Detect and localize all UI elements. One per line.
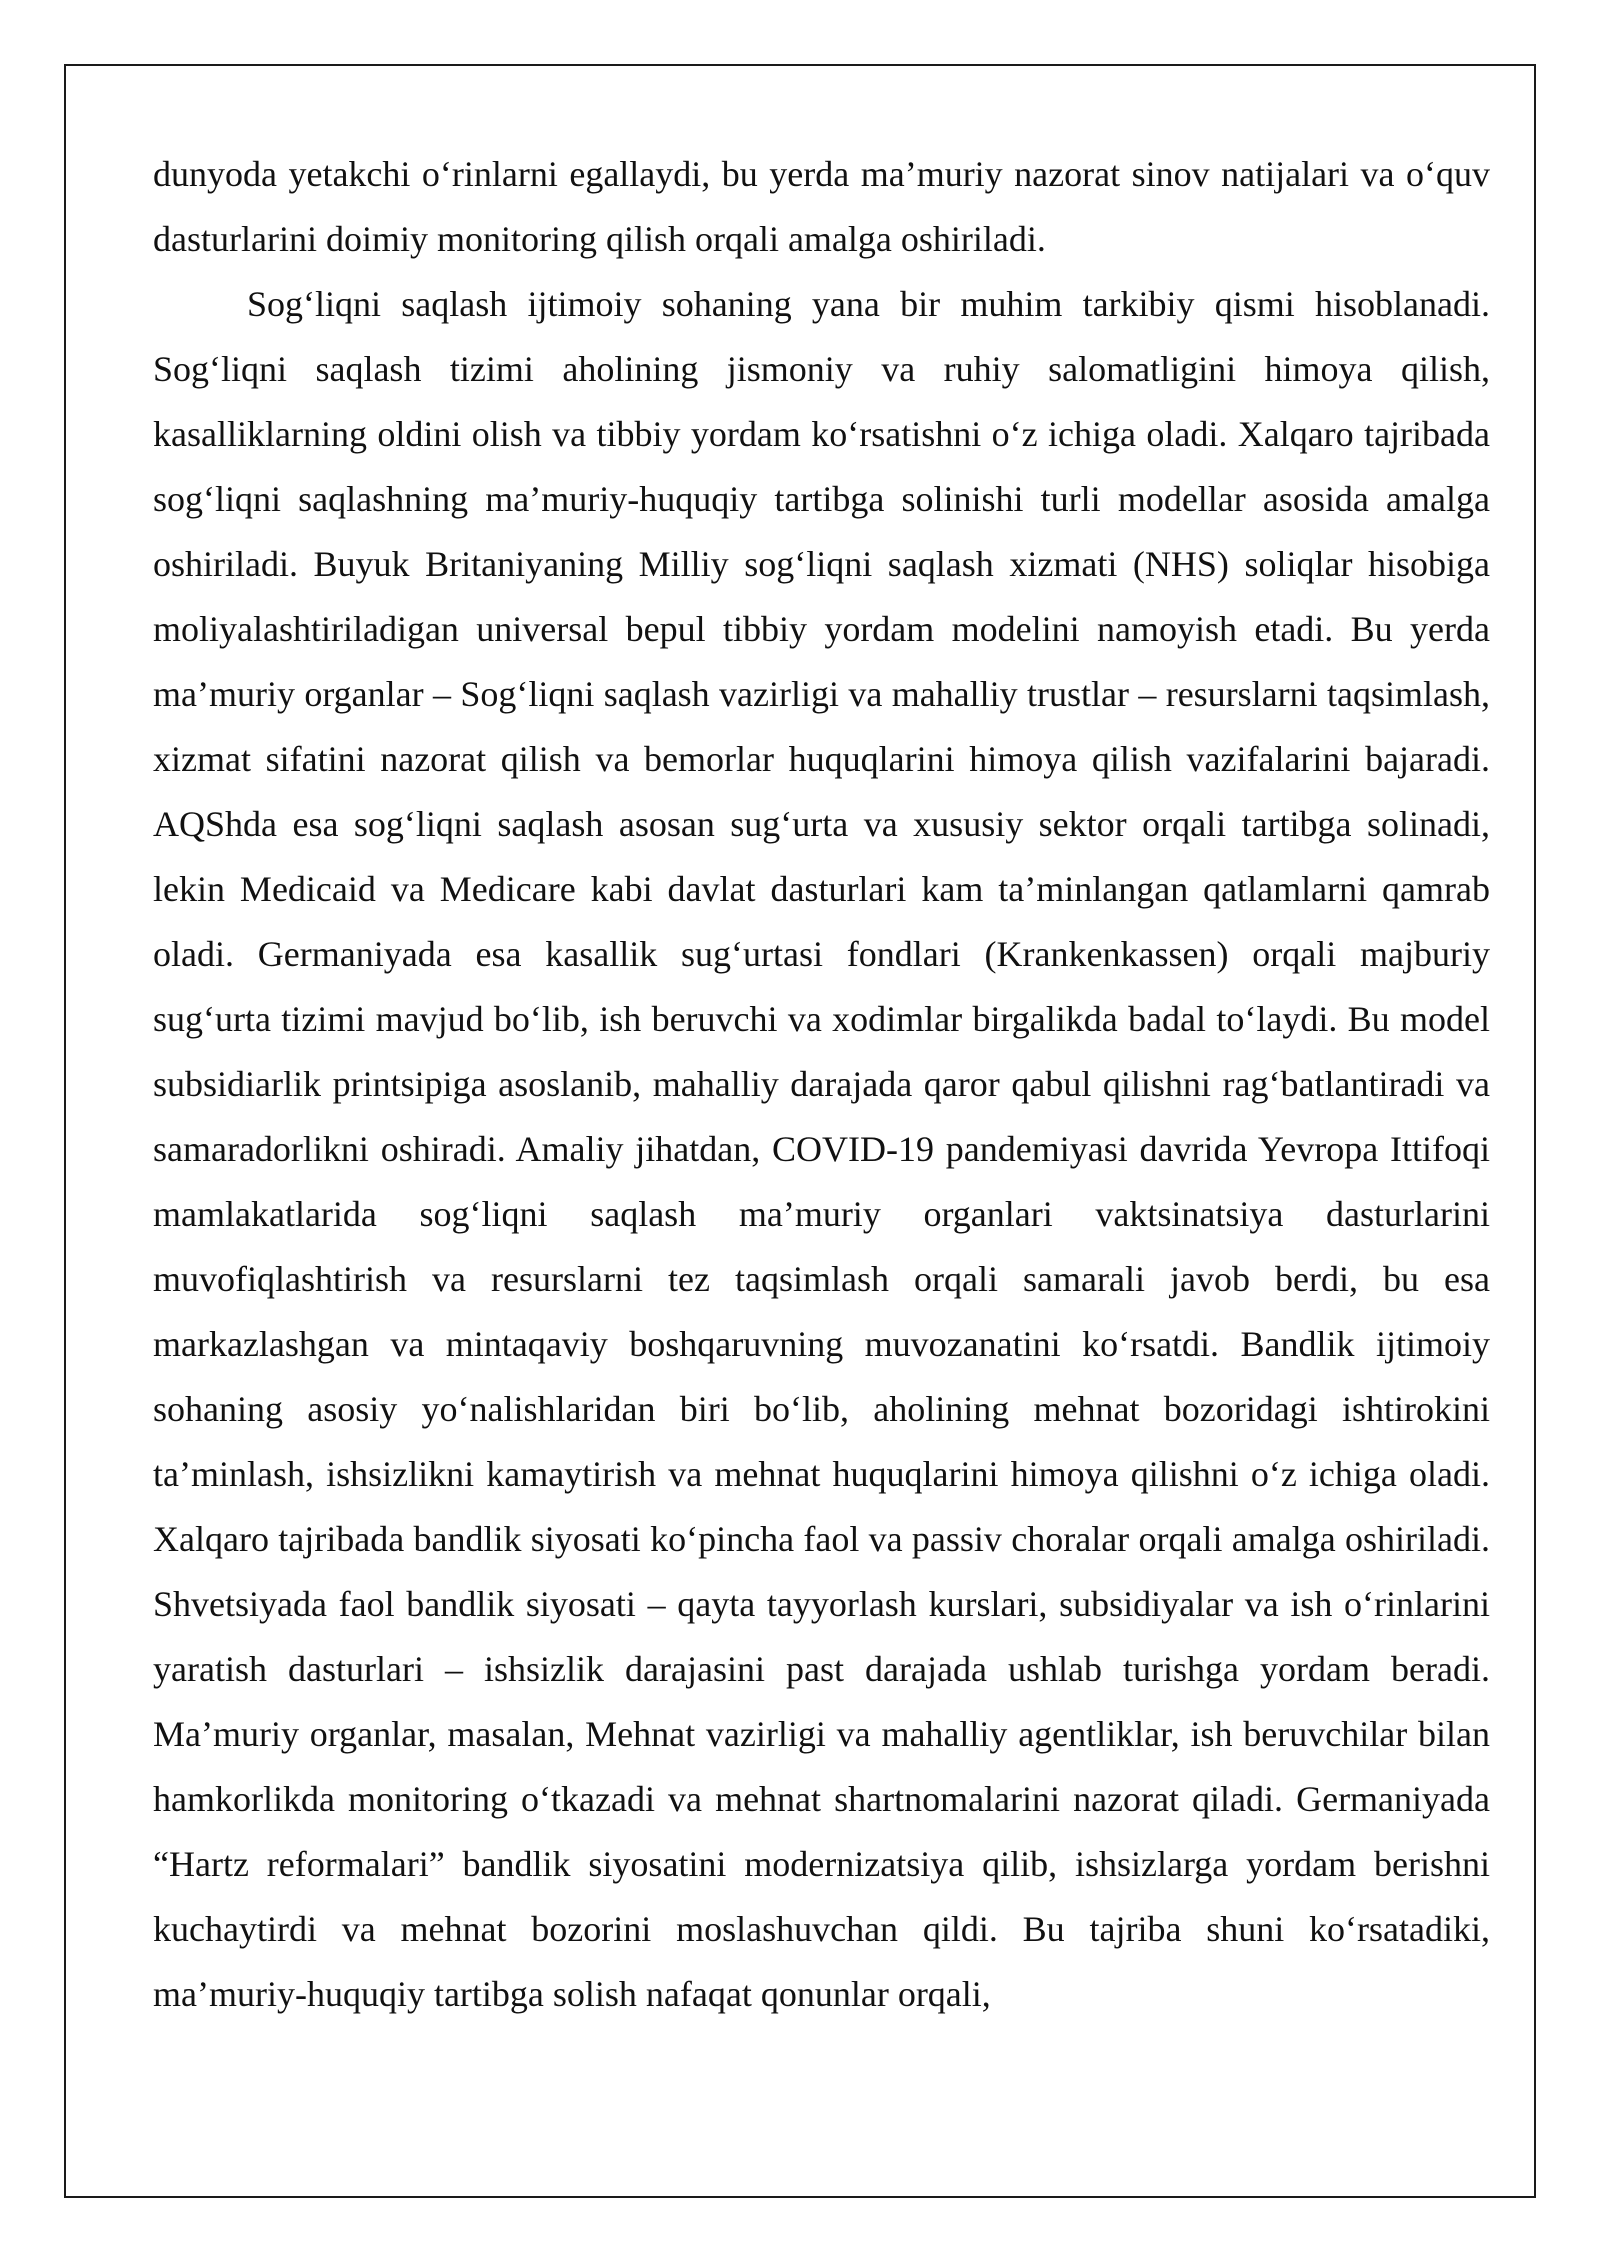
paragraph-healthcare-employment: Sog‘liqni saqlash ijtimoiy sohaning yana bir muhim tarkibiy qismi hisoblanadi. Sog‘liqni saqlash tizimi aholining jismoniy va ruhiy salomatligini himoya qilish, kasalliklarning oldini olish va tibbiy yordam ko‘rsatishni o‘z ichiga oladi. Xalqaro tajribada sog‘liqni saqlashning ma’muriy-huquqiy tartibga solinishi turli modellar asosida amalga oshiriladi. Buyuk Britaniyaning Milliy sog‘liqni saqlash xizmati (NHS) soliqlar hisobiga moliyalashtiriladigan universal bepul tibbiy yordam modelini namoyish etadi. Bu yerda ma’muriy organlar – Sog‘liqni saqlash vazirligi va mahalliy trustlar – resurslarni taqsimlash, xizmat sifatini nazorat qilish va bemorlar huquqlarini himoya qilish vazifalarini bajaradi. AQShda esa sog‘liqni saqlash asosan sug‘urta va xususiy sektor orqali tartibga solinadi, lekin Medicaid va Medicare kabi davlat dasturlari kam ta’minlangan qatlamlarni qamrab oladi. Germaniyada esa kasallik sug‘urtasi fondlari (Krankenkassen) orqali majburiy sug‘urta tizimi mavjud bo‘lib, ish beruvchi va xodimlar birgalikda badal to‘laydi. Bu model subsidiarlik printsipiga asoslanib, mahalliy darajada qaror qabul qilishni rag‘batlantiradi va samaradorlikni oshiradi. Amaliy jihatdan, COVID-19 pandemiyasi davrida Yevropa Ittifoqi mamlakatlarida sog‘liqni saqlash ma’muriy organlari vaktsinatsiya dasturlarini muvofiqlashtirish va resurslarni tez taqsimlash orqali samarali javob berdi, bu esa markazlashgan va mintaqaviy boshqaruvning muvozanatini ko‘rsatdi. Bandlik ijtimoiy sohaning asosiy yo‘nalishlaridan biri bo‘lib, aholining mehnat bozoridagi ishtirokini ta’minlash, ishsizlikni kamaytirish va mehnat huquqlarini himoya qilishni o‘z ichiga oladi. Xalqaro tajribada bandlik siyosati ko‘pincha faol va passiv choralar orqali amalga oshiriladi. Shvetsiyada faol bandlik siyosati – qayta tayyorlash kurslari, subsidiyalar va ish o‘rinlarini yaratish dasturlari – ishsizlik darajasini past darajada ushlab turishga yordam beradi. Ma’muriy organlar, masalan, Mehnat vazirligi va mahalliy agentliklar, ish beruvchilar bilan hamkorlikda monitoring o‘tkazadi va mehnat shartnomalarini nazorat qiladi. Germaniyada “Hartz reformalari” bandlik siyosatini modernizatsiya qilib, ishsizlarga yordam berishni kuchaytirdi va mehnat bozorini moslashuvchan qildi. Bu tajriba shuni ko‘rsatadiki, ma’muriy-huquqiy tartibga solish nafaqat qonunlar orqali, bbox=[153, 284, 1490, 2014]
document-body bbox=[153, 142, 1490, 2027]
paragraph-continuation: dunyoda yetakchi o‘rinlarni egallaydi, bu yerda ma’muriy nazorat sinov natijalari va o‘quv dasturlarini doimiy monitoring qilish orqali amalga oshiriladi. bbox=[153, 154, 1490, 259]
